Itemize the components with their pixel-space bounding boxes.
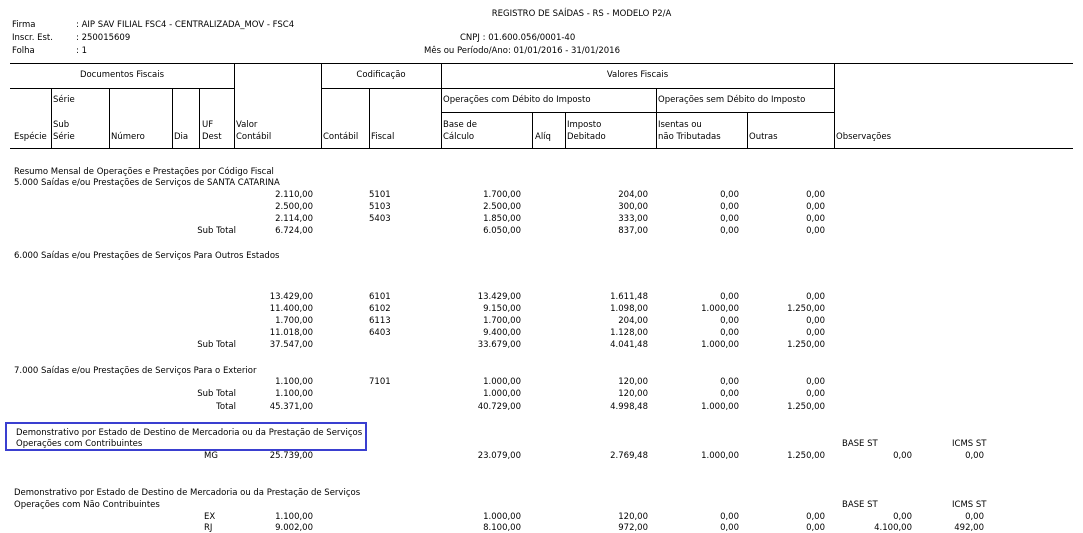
cell-base-calculo: 33.679,00: [477, 340, 521, 350]
cell-isentas: 0,00: [720, 202, 739, 212]
col-sub-serie-2: Série: [53, 132, 75, 142]
cell-valor-contabil: 1.700,00: [275, 316, 313, 326]
firma-label: Firma: [12, 20, 36, 30]
cell-icms-st: 0,00: [965, 512, 984, 522]
cell-valor-contabil: 1.100,00: [275, 512, 313, 522]
col-aliq: Alíq: [535, 132, 551, 142]
col-ops-sem-debito: Operações sem Débito do Imposto: [658, 95, 806, 105]
cell-cfop: 5103: [369, 202, 391, 212]
cell-isentas: 0,00: [720, 389, 739, 399]
cell-base-calculo: 1.000,00: [483, 389, 521, 399]
col-imposto-2: Debitado: [567, 132, 606, 142]
cell-base-calculo: 2.500,00: [483, 202, 521, 212]
cell-valor-contabil: 2.114,00: [275, 214, 313, 224]
cell-base-calculo: 40.729,00: [477, 402, 521, 412]
cell-outras: 0,00: [806, 512, 825, 522]
cell-imposto-debitado: 1.611,48: [610, 292, 648, 302]
row-label: Sub Total: [197, 389, 236, 399]
col-uf-2: Dest: [202, 132, 222, 142]
cell-valor-contabil: 2.500,00: [275, 202, 313, 212]
cell-outras: 0,00: [806, 190, 825, 200]
cell-valor-contabil: 1.100,00: [275, 377, 313, 387]
cell-valor-contabil: 2.110,00: [275, 190, 313, 200]
cell-outras: 0,00: [806, 202, 825, 212]
cell-outras: 0,00: [806, 389, 825, 399]
cell-base-calculo: 1.000,00: [483, 512, 521, 522]
cell-base-calculo: 6.050,00: [483, 226, 521, 236]
col-numero: Número: [111, 132, 145, 142]
cell-base-calculo: 1.700,00: [483, 190, 521, 200]
cell-valor-contabil: 37.547,00: [269, 340, 313, 350]
cell-cfop: 6403: [369, 328, 391, 338]
col-base-1: Base de: [443, 120, 478, 130]
demo-nao-contrib-icms-st-label: ICMS ST: [952, 500, 987, 510]
demo-contrib-base-st-label: BASE ST: [842, 439, 878, 449]
cell-isentas: 0,00: [720, 226, 739, 236]
cell-cfop: 5403: [369, 214, 391, 224]
cell-cfop: 6101: [369, 292, 391, 302]
cell-icms-st: 492,00: [954, 523, 984, 533]
cell-valor-contabil: 25.739,00: [269, 451, 313, 461]
cell-valor-contabil: 1.100,00: [275, 389, 313, 399]
inscr-value: : 250015609: [76, 33, 131, 43]
cell-base-calculo: 1.000,00: [483, 377, 521, 387]
cell-base-calculo: 9.150,00: [483, 304, 521, 314]
demo-contrib-icms-st-label: ICMS ST: [952, 439, 987, 449]
col-uf-1: UF: [202, 120, 214, 130]
col-imposto-1: Imposto: [567, 120, 602, 130]
col-valor-2: Contábil: [236, 132, 272, 142]
col-valor-1: Valor: [236, 120, 258, 130]
cell-imposto-debitado: 4.041,48: [610, 340, 648, 350]
demo-nao-contrib-title-1: Demonstrativo por Estado de Destino de Mercadoria ou da Prestação de Serviços: [14, 488, 361, 498]
col-especie: Espécie: [14, 132, 47, 142]
cell-cfop: 5101: [369, 190, 391, 200]
cell-base-calculo: 8.100,00: [483, 523, 521, 533]
col-isentas-1: Isentas ou: [658, 120, 702, 130]
cell-valor-contabil: 9.002,00: [275, 523, 313, 533]
cell-outras: 0,00: [806, 214, 825, 224]
cell-imposto-debitado: 4.998,48: [610, 402, 648, 412]
resumo-title: Resumo Mensal de Operações e Prestações por Código Fiscal: [14, 167, 274, 177]
col-base-2: Cálculo: [443, 132, 475, 142]
cell-imposto-debitado: 120,00: [618, 377, 648, 387]
cell-outras: 1.250,00: [787, 451, 825, 461]
cell-isentas: 0,00: [720, 523, 739, 533]
cell-cfop: 6113: [369, 316, 391, 326]
col-documentos-fiscais: Documentos Fiscais: [79, 70, 165, 80]
sec6-title: 6.000 Saídas e/ou Prestações de Serviços Para Outros Estados: [14, 251, 280, 261]
cell-cfop: 7101: [369, 377, 391, 387]
cell-imposto-debitado: 2.769,48: [610, 451, 648, 461]
cell-uf: MG: [204, 451, 218, 461]
cell-icms-st: 0,00: [965, 451, 984, 461]
col-dia: Dia: [174, 132, 189, 142]
cell-base-calculo: 23.079,00: [477, 451, 521, 461]
col-outras: Outras: [749, 132, 778, 142]
cell-outras: 0,00: [806, 523, 825, 533]
cell-isentas: 0,00: [720, 190, 739, 200]
row-label: Total: [216, 402, 236, 412]
firma-value: : AIP SAV FILIAL FSC4 - CENTRALIZADA_MOV - FSC4: [76, 20, 295, 30]
col-contabil: Contábil: [323, 132, 359, 142]
cell-isentas: 0,00: [720, 292, 739, 302]
cell-cfop: 6102: [369, 304, 391, 314]
col-codificacao: Codificação: [356, 70, 406, 80]
col-isentas-2: não Tributadas: [658, 132, 721, 142]
demo-contrib-title-2: Operações com Contribuintes: [16, 439, 143, 449]
cell-isentas: 0,00: [720, 214, 739, 224]
cell-imposto-debitado: 333,00: [618, 214, 648, 224]
folha-value: : 1: [76, 46, 87, 56]
cell-isentas: 1.000,00: [701, 340, 739, 350]
cell-outras: 0,00: [806, 328, 825, 338]
cell-valor-contabil: 45.371,00: [269, 402, 313, 412]
cell-uf: RJ: [204, 523, 213, 533]
cell-base-calculo: 1.700,00: [483, 316, 521, 326]
cell-valor-contabil: 13.429,00: [269, 292, 313, 302]
col-fiscal: Fiscal: [371, 132, 395, 142]
cell-outras: 0,00: [806, 316, 825, 326]
inscr-label: Inscr. Est.: [12, 33, 53, 43]
col-valores-fiscais: Valores Fiscais: [606, 70, 669, 80]
cell-base-calculo: 9.400,00: [483, 328, 521, 338]
col-sub-serie-1: Sub: [53, 120, 70, 130]
report-title: REGISTRO DE SAÍDAS - RS - MODELO P2/A: [491, 9, 672, 19]
cell-imposto-debitado: 1.098,00: [610, 304, 648, 314]
cell-base-calculo: 13.429,00: [477, 292, 521, 302]
cell-imposto-debitado: 204,00: [618, 190, 648, 200]
sec5-title: 5.000 Saídas e/ou Prestações de Serviços de SANTA CATARINA: [14, 178, 280, 188]
cell-outras: 0,00: [806, 226, 825, 236]
cell-isentas: 0,00: [720, 316, 739, 326]
cell-isentas: 1.000,00: [701, 402, 739, 412]
cell-outras: 0,00: [806, 292, 825, 302]
sec7-title: 7.000 Saídas e/ou Prestações de Serviços Para o Exterior: [14, 366, 257, 376]
cell-isentas: 0,00: [720, 377, 739, 387]
demo-nao-contrib-base-st-label: BASE ST: [842, 500, 878, 510]
col-serie: Série: [53, 95, 75, 105]
col-observacoes: Observações: [836, 132, 892, 142]
cell-base-st: 0,00: [893, 451, 912, 461]
periodo: Mês ou Período/Ano: 01/01/2016 - 31/01/2016: [424, 46, 620, 56]
cell-isentas: 0,00: [720, 512, 739, 522]
folha-label: Folha: [12, 46, 35, 56]
cell-imposto-debitado: 204,00: [618, 316, 648, 326]
cell-imposto-debitado: 120,00: [618, 389, 648, 399]
cnpj: CNPJ : 01.600.056/0001-40: [460, 33, 576, 43]
cell-base-st: 0,00: [893, 512, 912, 522]
cell-valor-contabil: 6.724,00: [275, 226, 313, 236]
cell-outras: 1.250,00: [787, 340, 825, 350]
cell-isentas: 1.000,00: [701, 304, 739, 314]
cell-imposto-debitado: 120,00: [618, 512, 648, 522]
row-label: Sub Total: [197, 226, 236, 236]
cell-isentas: 0,00: [720, 328, 739, 338]
cell-imposto-debitado: 837,00: [618, 226, 648, 236]
row-label: Sub Total: [197, 340, 236, 350]
cell-base-calculo: 1.850,00: [483, 214, 521, 224]
col-ops-com-debito: Operações com Débito do Imposto: [443, 95, 591, 105]
demo-contrib-title-1: Demonstrativo por Estado de Destino de Mercadoria ou da Prestação de Serviços: [16, 428, 363, 438]
cell-imposto-debitado: 300,00: [618, 202, 648, 212]
cell-valor-contabil: 11.018,00: [269, 328, 313, 338]
cell-valor-contabil: 11.400,00: [269, 304, 313, 314]
cell-outras: 1.250,00: [787, 304, 825, 314]
cell-outras: 1.250,00: [787, 402, 825, 412]
cell-base-st: 4.100,00: [874, 523, 912, 533]
cell-isentas: 1.000,00: [701, 451, 739, 461]
cell-imposto-debitado: 972,00: [618, 523, 648, 533]
cell-imposto-debitado: 1.128,00: [610, 328, 648, 338]
demo-nao-contrib-title-2: Operações com Não Contribuintes: [14, 500, 160, 510]
cell-uf: EX: [204, 512, 216, 522]
cell-outras: 0,00: [806, 377, 825, 387]
